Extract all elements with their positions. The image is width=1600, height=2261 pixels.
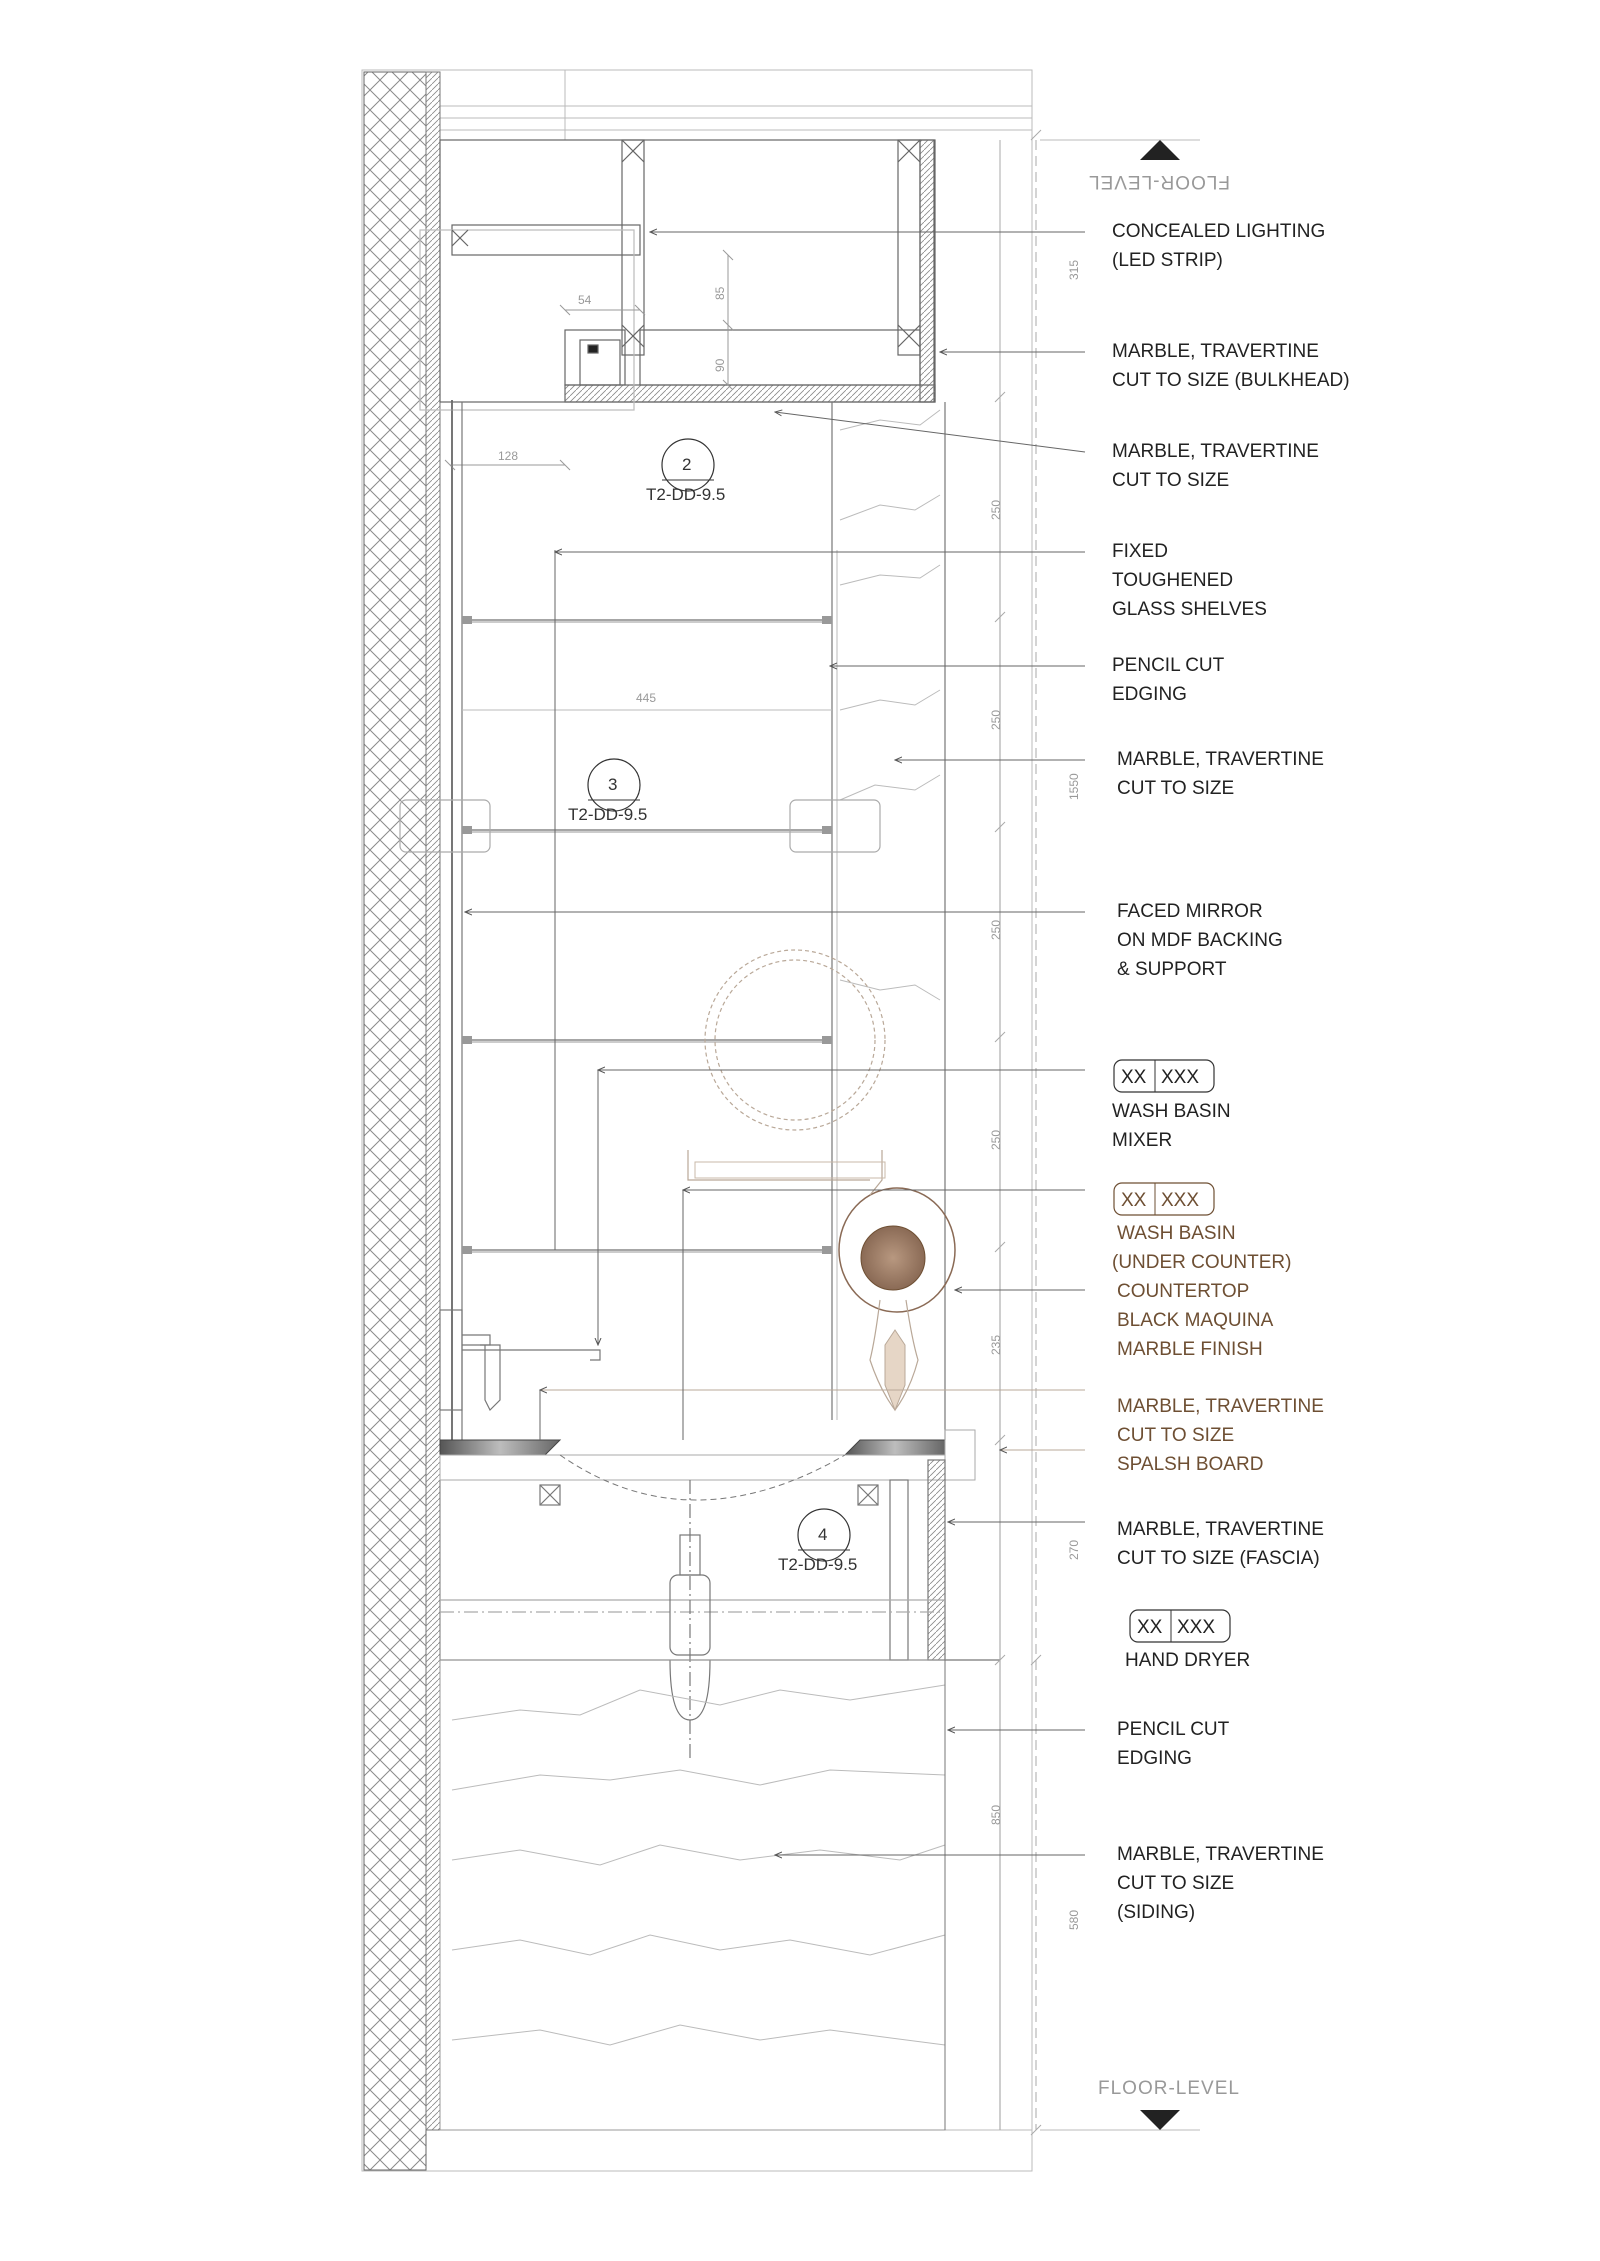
bulkhead-dims — [445, 250, 733, 470]
travertine-siding — [440, 1660, 945, 2130]
p-trap — [670, 1480, 710, 1760]
countertop — [440, 1430, 975, 1500]
label-line: CUT TO SIZE (BULKHEAD) — [1112, 370, 1350, 391]
label-line: PENCIL CUT — [1112, 655, 1225, 676]
tag-code: XX — [1121, 1067, 1147, 1088]
tag-code: XX — [1121, 1190, 1147, 1211]
level-label-bottom: FLOOR-LEVEL — [1098, 2078, 1240, 2099]
tag-mixer — [1114, 1060, 1214, 1092]
annotation-siding — [1117, 1844, 1324, 1923]
tag-dryer — [1130, 1610, 1230, 1642]
label-line: MARBLE, TRAVERTINE — [1117, 749, 1324, 770]
dim-580: 580 — [1067, 1909, 1081, 1930]
label-line: CUT TO SIZE — [1112, 470, 1230, 491]
dim-250-d: 250 — [989, 1129, 1003, 1150]
leader-lines — [465, 232, 1085, 1855]
label-line: MIXER — [1112, 1130, 1173, 1151]
annotation-dryer — [1125, 1650, 1250, 1671]
section-ref-4-sheet: T2-DD-9.5 — [778, 1555, 858, 1574]
dim-54: 54 — [578, 293, 592, 307]
annotation-marble-1 — [1112, 441, 1319, 491]
tag-code: XXX — [1161, 1067, 1200, 1088]
annotation-pencil-edging-2 — [1117, 1719, 1230, 1769]
label-line: SPALSH BOARD — [1117, 1454, 1264, 1475]
dim-85: 85 — [713, 286, 727, 300]
tag-code: XXX — [1161, 1190, 1200, 1211]
dim-128: 128 — [498, 449, 519, 463]
annotation-fascia — [1117, 1519, 1324, 1569]
label-line: EDGING — [1117, 1748, 1192, 1769]
label-line: MARBLE, TRAVERTINE — [1117, 1396, 1324, 1417]
wash-basin-mixer — [440, 1310, 600, 1410]
annotation-bulkhead — [1112, 341, 1350, 391]
wash-basin — [688, 1150, 955, 1410]
label-line: BLACK MAQUINA — [1117, 1310, 1274, 1331]
label-line: MARBLE, TRAVERTINE — [1112, 441, 1319, 462]
dim-850: 850 — [989, 1804, 1003, 1825]
dim-90: 90 — [713, 358, 727, 372]
label-line: TOUGHENED — [1112, 570, 1234, 591]
dim-315: 315 — [1067, 259, 1081, 280]
tag-basin — [1114, 1183, 1214, 1215]
dim-250-b: 250 — [989, 709, 1003, 730]
dim-250-a: 250 — [989, 499, 1003, 520]
annotation-mixer — [1112, 1101, 1231, 1151]
label-line: FIXED — [1112, 541, 1168, 562]
dim-1550: 1550 — [1067, 773, 1081, 800]
annotation-glass-shelves — [1112, 541, 1267, 620]
tag-code: XXX — [1177, 1617, 1216, 1638]
section-ref-2-number: 2 — [682, 455, 692, 474]
glass-shelves — [462, 620, 832, 1252]
annotation-concealed-lighting — [1112, 221, 1325, 271]
dim-250-c: 250 — [989, 919, 1003, 940]
annotation-splash — [1117, 1396, 1324, 1475]
section-ref-3-number: 3 — [608, 775, 618, 794]
label-line: FACED MIRROR — [1117, 901, 1263, 922]
label-line: WASH BASIN — [1117, 1223, 1236, 1244]
dim-270: 270 — [1067, 1539, 1081, 1560]
dim-235: 235 — [989, 1334, 1003, 1355]
section-ref-3 — [568, 759, 647, 824]
label-line: MARBLE, TRAVERTINE — [1117, 1519, 1324, 1540]
section-ref-4-number: 4 — [818, 1525, 828, 1544]
label-line: CUT TO SIZE — [1117, 778, 1235, 799]
label-line: MARBLE, TRAVERTINE — [1112, 341, 1319, 362]
label-line: (LED STRIP) — [1112, 250, 1223, 271]
section-ref-2 — [646, 439, 725, 504]
annotation-marble-2 — [1117, 749, 1324, 799]
label-line: WASH BASIN — [1112, 1101, 1231, 1122]
label-line: CUT TO SIZE (FASCIA) — [1117, 1548, 1320, 1569]
dim-445: 445 — [636, 691, 657, 705]
label-line: COUNTERTOP — [1117, 1281, 1250, 1302]
vanity-frame — [440, 1460, 1000, 1660]
label-line: GLASS SHELVES — [1112, 599, 1267, 620]
label-line: ON MDF BACKING — [1117, 930, 1283, 951]
label-line: CUT TO SIZE — [1117, 1425, 1235, 1446]
masonry-wall — [364, 72, 452, 2170]
label-line: MARBLE, TRAVERTINE — [1117, 1844, 1324, 1865]
annotation-mirror — [1117, 901, 1283, 980]
label-line: EDGING — [1112, 684, 1187, 705]
label-line: CONCEALED LIGHTING — [1112, 221, 1326, 242]
section-ref-4 — [778, 1509, 857, 1574]
label-line: (UNDER COUNTER) — [1112, 1252, 1292, 1273]
label-line: CUT TO SIZE — [1117, 1873, 1235, 1894]
section-ref-2-sheet: T2-DD-9.5 — [646, 485, 726, 504]
shelf-clips — [462, 616, 832, 1254]
level-marker-bottom — [1040, 2078, 1240, 2130]
niche-dims — [462, 550, 837, 1420]
annotation-pencil-edging-1 — [1112, 655, 1225, 705]
level-label-top: FLOOR-LEVEL — [1088, 171, 1230, 192]
label-line: HAND DRYER — [1125, 1650, 1251, 1671]
label-line: (SIDING) — [1117, 1902, 1196, 1923]
label-line: & SUPPORT — [1117, 959, 1227, 980]
section-ref-3-sheet: T2-DD-9.5 — [568, 805, 648, 824]
leader-verticals — [540, 552, 683, 1440]
level-marker-top — [1040, 140, 1230, 192]
label-line: MARBLE FINISH — [1117, 1339, 1263, 1360]
tag-code: XX — [1137, 1617, 1163, 1638]
bulkhead — [420, 140, 935, 410]
label-line: PENCIL CUT — [1117, 1719, 1230, 1740]
annotation-basin — [1112, 1223, 1291, 1360]
